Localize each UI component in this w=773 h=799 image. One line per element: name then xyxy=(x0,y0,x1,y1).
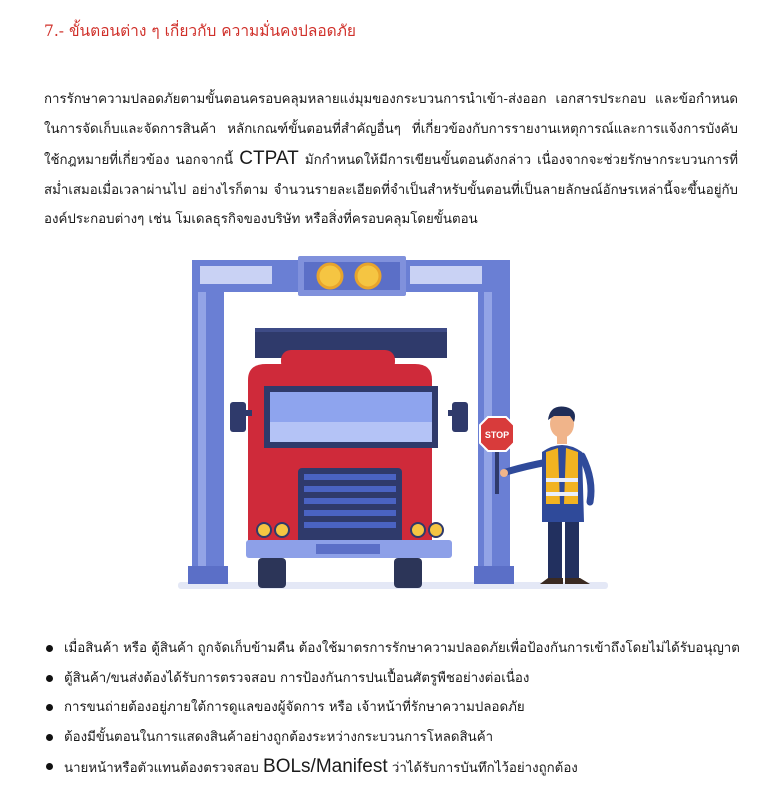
bullet-text: การขนถ่ายต้องอยู่ภายใต้การดูแลของผู้จัดการ หรือ เจ้าหน้าที่รักษาความปลอดภัย xyxy=(64,700,525,715)
list-item xyxy=(44,693,740,723)
intro-paragraph xyxy=(44,85,738,235)
list-item xyxy=(44,634,740,664)
paragraph-text-after: มักกำหนดให้มีการเขียนขั้นตอนดังกล่าว เนื่องจากจะช่วยรักษากระบวนการที่สม่ำเสมอเมื่อเวลาผ่านไป อย่างไรก็ตาม จำนวนรายละเอียดที่จำเป็นสำหรับขั้นตอนที่เป็นลายลักษณ์อักษรเหล่านี้จะขึ้นอยู่กับองค์ประกอบต่างๆ เช่น โมเดลธุรกิจของบริษัท หรือสิ่งที่ครอบคลุมโดยขั้นตอน xyxy=(44,153,738,228)
bullet-text: ต้องมีขั้นตอนในการแสดงสินค้าอย่างถูกต้องระหว่างกระบวนการโหลดสินค้า xyxy=(64,729,494,745)
bullet-dot xyxy=(46,645,53,652)
bullet-dot xyxy=(46,675,53,682)
ctpat-emphasis: CTPAT xyxy=(239,148,299,170)
list-item xyxy=(44,664,740,694)
list-item xyxy=(44,723,740,753)
stop-sign-label: STOP xyxy=(484,430,510,440)
bullet-text-before: นายหน้าหรือตัวแทนต้องตรวจสอบ xyxy=(64,761,264,776)
bullet-dot xyxy=(46,763,53,770)
bols-manifest-emphasis: BOLs/Manifest xyxy=(263,756,388,777)
bullet-dot xyxy=(46,734,53,741)
truck-icon xyxy=(230,328,468,588)
bullet-text: เมื่อสินค้า หรือ ตู้สินค้า ถูกจัดเก็บข้ามคืน ต้องใช้มาตรการรักษาความปลอดภัยเพื่อป้องกันการเข้าถึงโดยไม่ได้รับอนุญาต xyxy=(64,641,740,656)
bullet-text-after: ว่าได้รับการบันทึกไว้อย่างถูกต้อง xyxy=(387,761,578,776)
bullet-dot xyxy=(46,704,53,711)
list-item xyxy=(44,752,740,782)
section-heading: 7.- ขั้นตอนต่าง ๆ เกี่ยวกับ ความมั่นคงปลอดภัย xyxy=(44,22,357,40)
truck-inspection-illustration xyxy=(170,252,610,597)
bullet-list xyxy=(44,634,740,782)
bullet-text: ตู้สินค้า/ขนส่งต้องได้รับการตรวจสอบ การป้องกันการปนเปื้อนศัตรูพืชอย่างต่อเนื่อง xyxy=(64,670,530,686)
paragraph-text-before: การรักษาความปลอดภัยตามขั้นตอนครอบคลุมหลายแง่มุมของกระบวนการนำเข้า-ส่งออก เอกสารประกอบ และข้อกำหนดในการจัดเก็บและจัดการสินค้า หลักเกณฑ์ขั้นตอนที่สำคัญอื่นๆ ที่เกี่ยวข้องกับการรายงานเหตุการณ์และการแจ้งการบังคับใช้กฎหมายที่เกี่ยวข้อง นอกจากนี้ xyxy=(44,92,738,169)
